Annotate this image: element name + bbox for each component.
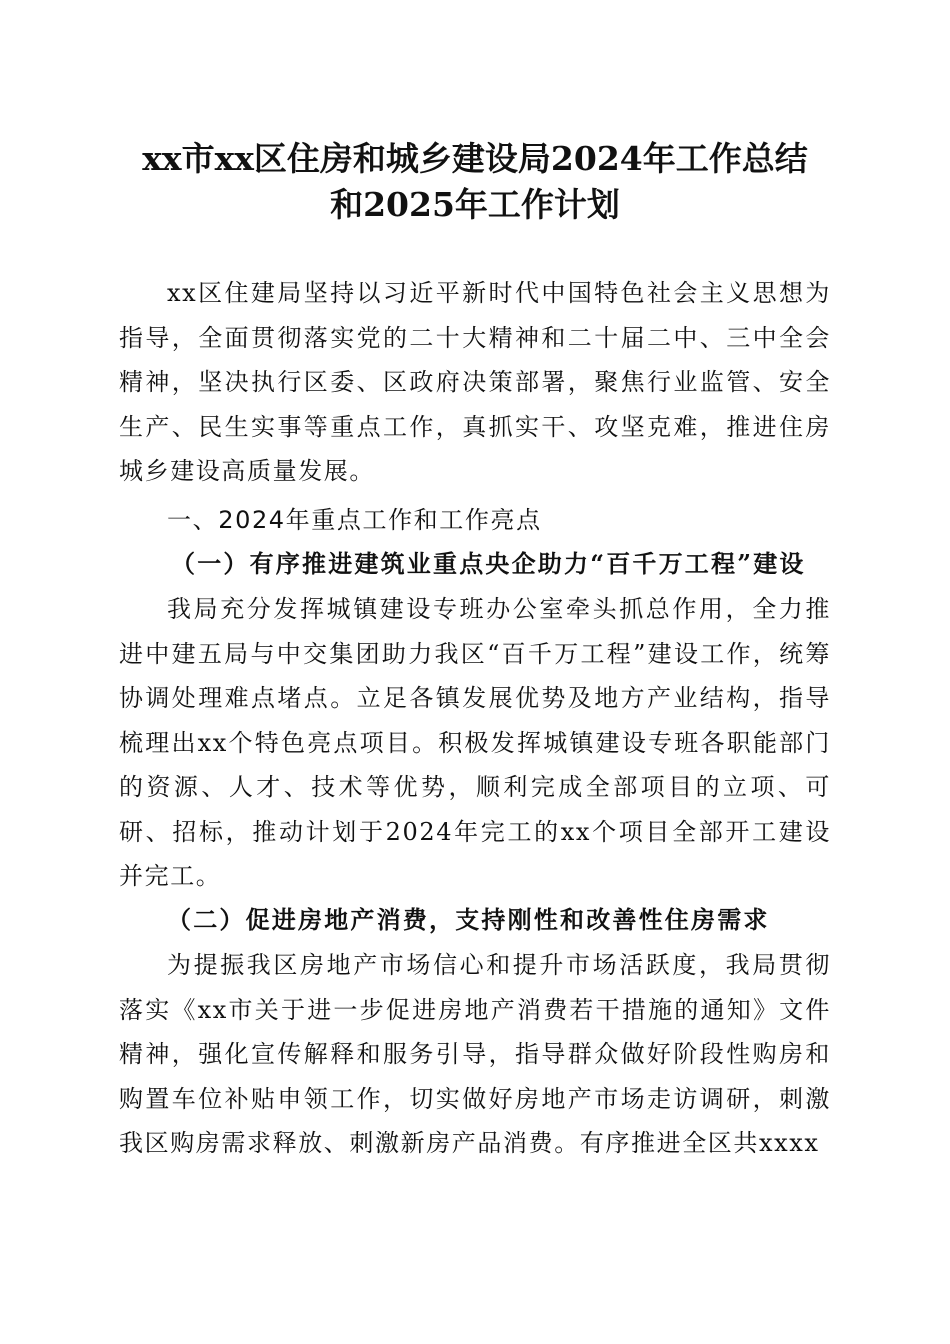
subsection-2-paragraph: 为提振我区房地产市场信心和提升市场活跃度，我局贯彻落实《xx市关于进一步促进房地产消费若干措施的通知》文件精神，强化宣传解释和服务引导，指导群众做好阶段性购房和购置车位补贴申领工作，切实做好房地产市场走访调研，刺激我区购房需求释放、刺激新房产品消费。有序推进全区共xxxx — [119, 951, 831, 1157]
subsection-1-paragraph: 我局充分发挥城镇建设专班办公室牵头抓总作用，全力推进中建五局与中交集团助力我区“百千万工程”建设工作，统筹协调处理难点堵点。立足各镇发展优势及地方产业结构，指导梳理出xx个特色亮点项目。积极发挥城镇建设专班各职能部门的资源、人才、技术等优势，顺利完成全部项目的立项、可研、招标，推动计划于2024年完工的xx个项目全部开工建设并完工。 — [119, 595, 831, 890]
section-heading-1: 一、2024年重点工作和工作亮点 — [167, 506, 542, 534]
title-line-2: 和2025年工作计划 — [330, 185, 620, 224]
subsection-heading-1: （一）有序推进建筑业重点央企助力“百千万工程”建设 — [171, 549, 806, 578]
subsection-heading-2: （二）促进房地产消费，支持刚性和改善性住房需求 — [167, 905, 770, 934]
intro-paragraph: xx区住建局坚持以习近平新时代中国特色社会主义思想为指导，全面贯彻落实党的二十大精神和二十届二中、三中全会精神，坚决执行区委、区政府决策部署，聚焦行业监管、安全生产、民生实事等重点工作，真抓实干、攻坚克难，推进住房城乡建设高质量发展。 — [119, 279, 831, 485]
title-line-1: xx市xx区住房和城乡建设局2024年工作总结 — [142, 139, 808, 178]
document-title — [100, 136, 850, 228]
